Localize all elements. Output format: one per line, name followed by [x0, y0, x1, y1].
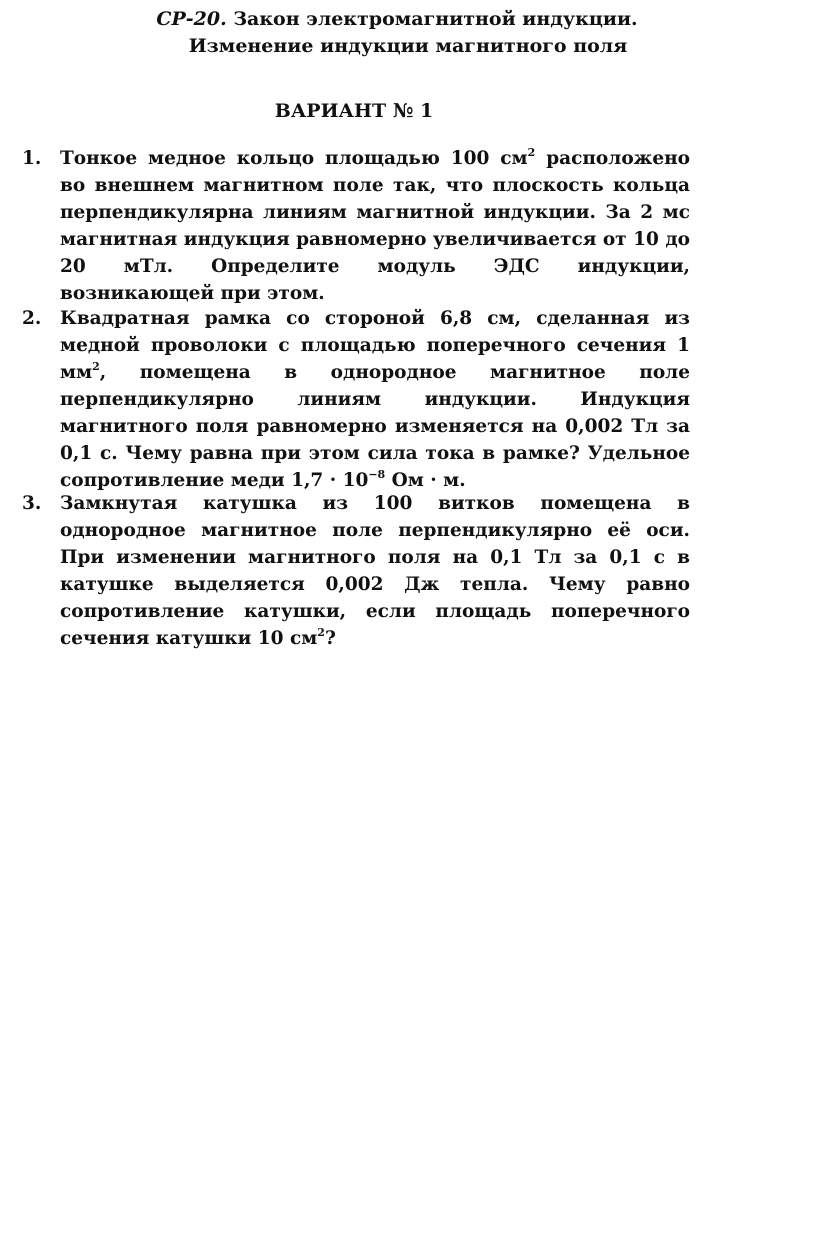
problem-text — [60, 490, 690, 652]
worksheet-header — [0, 6, 816, 60]
problem-text-part: Тонкое медное кольцо площадью 100 см — [60, 148, 528, 169]
problem-text-part: Квадратная рамка со стороной 6,8 см, сделанная из медной проволоки с площадью поперечного сечения 1 мм — [60, 308, 690, 383]
superscript: 2 — [92, 359, 100, 373]
superscript: 2 — [527, 145, 536, 159]
problem-number: 1. — [22, 148, 42, 169]
problem-text-part: ? — [324, 628, 336, 649]
worksheet-title-line-2: Изменение индукции магнитного поля — [188, 35, 628, 57]
problem-1 — [22, 145, 690, 307]
problem-2 — [22, 305, 690, 494]
variant-heading: ВАРИАНТ № 1 — [274, 100, 434, 122]
problem-text-part: расположено во внешнем магнитном поле так, что плоскость кольца перпендикулярна линиям магнитной индукции. За 2 мс магнитная индукция равномерно увеличивается от 10 до 20 мТл. Определите модуль ЭДС индукции, возникающей при этом. — [60, 148, 690, 304]
superscript: 2 — [317, 625, 325, 639]
worksheet-title-line-1: Закон электромагнитной индукции. — [226, 8, 638, 30]
superscript: −8 — [368, 467, 386, 481]
problem-text-part: Ом · м. — [385, 470, 466, 491]
problem-text-part: , помещена в однородное магнитное поле перпендикулярно линиям индукции. Индукция магнитного поля равномерно изменяется на 0,002 Тл за 0,1 с. Чему равна при этом сила тока в рамке? Удельное сопротивление меди 1,7 · 10 — [60, 362, 690, 491]
problem-number: 2. — [22, 308, 42, 329]
problem-text — [60, 305, 690, 494]
worksheet-code: СР-20. — [156, 8, 227, 30]
problem-number: 3. — [22, 493, 42, 514]
problem-text-part: Замкнутая катушка из 100 витков помещена в однородное магнитное поле перпендикулярно её оси. При изменении магнитного поля на 0,1 Тл за 0,1 с в катушке выделяется 0,002 Дж тепла. Чему равно сопротивление катушки, если площадь поперечного сечения катушки 10 см — [60, 493, 690, 649]
header-line-1 — [0, 6, 816, 33]
problem-text — [60, 145, 690, 307]
problem-3 — [22, 490, 690, 652]
